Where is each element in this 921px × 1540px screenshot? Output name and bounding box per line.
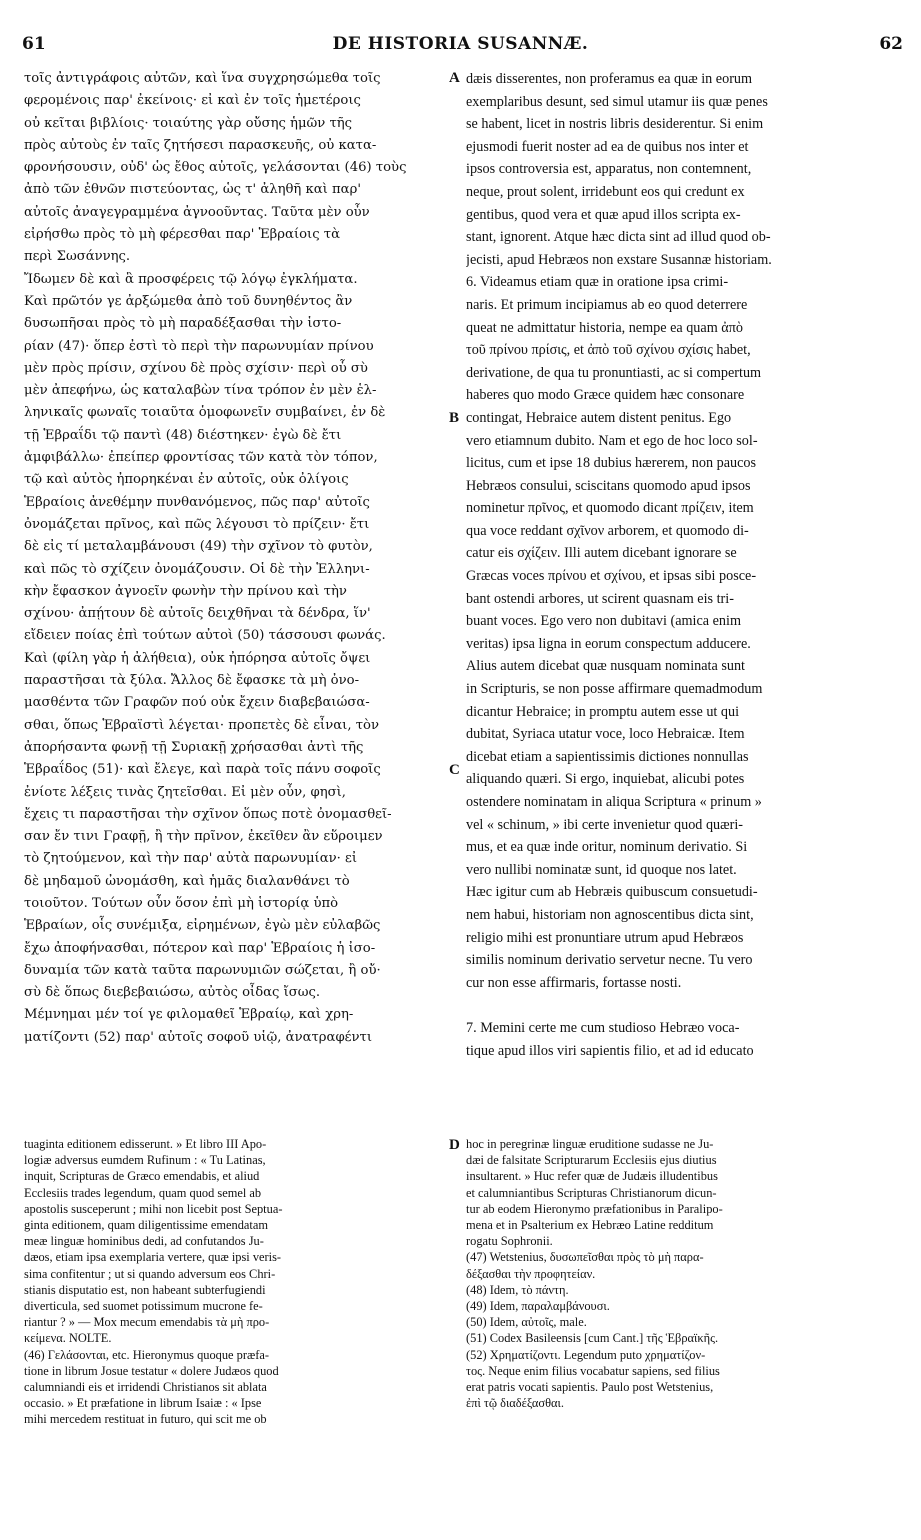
latin-text-line: buant voces. Ego vero non dubitavi (amica enim <box>466 613 742 630</box>
greek-text-line: ἔχεις τι παραστῆσαι τὴν σχῖνον ὅπως ποτὲ ὀνομασθεῖ- <box>24 806 392 822</box>
footnote-line: (50) Idem, αὐτοῖς, male. <box>466 1315 587 1330</box>
latin-text-line <box>466 994 898 1017</box>
greek-text-line: Μέμνημαι μέν τοί γε φιλομαθεῖ Ἑβραίῳ, καὶ χρη- <box>24 1007 354 1023</box>
footnote-line: apostolis susceperunt ; mihi non licebit post Septua- <box>24 1201 283 1216</box>
greek-text-line: μὲν ἀπεφήνω, ὡς καταλαβὼν τίνα τρόπον ἐν μὲν ἑλ- <box>24 383 377 399</box>
greek-text-line: σαν ἔν τινι Γραφῇ, ἢ τὴν πρῖνον, ἐκεῖθεν ἂν εὕροιμεν <box>24 829 383 845</box>
footnote-line: κείμενα. NOLTE. <box>24 1331 112 1346</box>
greek-text-line: Καὶ πρῶτόν γε ἀρξώμεθα ἀπὸ τοῦ δυνηθέντος ἂν <box>24 293 353 309</box>
latin-text-line: ejusmodi fuerit noster ad ea de quibus nos inter et <box>466 138 749 155</box>
latin-text-line: neque, prout solent, irridebunt eos qui credunt ex <box>466 183 745 200</box>
latin-text-line: Hebræos consului, sciscitans quomodo apud ipsos <box>466 477 751 494</box>
latin-text-line: Græcas voces πρίνου et σχίνου, et ipsas sibi posce- <box>466 568 757 585</box>
latin-text-line: τοῦ πρίνου πρίσις, et ἀπὸ τοῦ σχίνου σχίσις habet, <box>466 342 751 359</box>
greek-text-line: δὲ μηδαμοῦ ὠνομάσθη, καὶ ἡμᾶς διαλανθάνει τὸ <box>24 873 350 889</box>
footnote-line: logiæ adversus eumdem Rufinum : « Tu Latinas, <box>24 1153 266 1168</box>
greek-text-line: Ἑβραΐδος (51)· καὶ ἔλεγε, καὶ παρὰ τοῖς πάνυ σοφοῖς <box>24 762 381 778</box>
margin-letter-c: C <box>449 762 460 778</box>
margin-letter-b: B <box>449 410 460 426</box>
footnote-line: tuaginta editionem edisserunt. » Et libro III Apo- <box>24 1137 267 1151</box>
latin-text-line: dicantur Hebraice; in promptu autem esse ut qui <box>466 703 740 720</box>
footnote-line: erat patris vocati sapientis. Paulo post Wetstenius, <box>466 1380 714 1395</box>
footnote-line: sima confitentur ; ut si quando adversum eos Chri- <box>24 1266 276 1281</box>
latin-text-line: se habent, licet in nostris libris desiderentur. Si enim <box>466 116 764 133</box>
latin-text-line: vero nullibi nominatæ sunt, id quoque nos latet. <box>466 861 737 878</box>
greek-text-line: ἐνίοτε λέξεις τινὰς ζητεῖσθαι. Εἰ μὲν οὖν, φησὶ, <box>24 784 346 800</box>
latin-text-line: qua voce reddant σχῖνον arborem, et quomodo di- <box>466 522 749 539</box>
latin-text-line: similis nominum derivatio servetur necne. Tu vero <box>466 952 753 969</box>
greek-text-line: τῇ Ἑβραΐδι τῷ παντὶ (48) διέστηκεν· ἐγὼ δὲ ἔτι <box>24 427 342 443</box>
greek-text-line: τῷ καὶ αὐτὸς ἠπορηκέναι ἐν αὐτοῖς, οὐκ ὀλίγοις <box>24 472 349 488</box>
footnote-line: meæ linguæ hominibus dedi, ad confutandos Ju- <box>24 1234 264 1249</box>
latin-text-line: mus, et ea quæ inde oritur, nominum derivatio. Si <box>466 839 748 856</box>
footnote-line: Ecclesiis trades legendum, quam quod semel ab <box>24 1185 262 1200</box>
greek-text-line: Ἑβραίων, οἷς συνέμιξα, εἰρημένων, ἐγὼ μὲν εὐλαβῶς <box>24 918 381 934</box>
latin-text-line: exemplaribus desunt, sed simul utamur iis quæ penes <box>466 93 768 110</box>
footnote-line: mihi mercedem restituat in futuro, qui scit me ob <box>24 1412 267 1427</box>
latin-text-line: dæis disserentes, non proferamus ea quæ in eorum <box>466 71 753 87</box>
footnote-line: (46) Γελάσονται, etc. Hieronymus quoque præfa- <box>24 1347 269 1362</box>
latin-text-line: haberes quo modo Græce quidem hæc consonare <box>466 387 745 404</box>
latin-text-line: jecisti, apud Hebræos non exstare Susannæ historiam. <box>466 251 772 268</box>
greek-text-line: ρίαν (47)· ὅπερ ἐστὶ τὸ περὶ τὴν παρωνυμίαν πρίνου <box>24 338 374 354</box>
greek-text-line: Καὶ (φίλη γὰρ ἡ ἀλήθεια), οὐκ ἠπόρησα αὐτοῖς ὄψει <box>24 650 371 666</box>
latin-text-line: cur non esse affirmaris, fortasse nosti. <box>466 974 682 991</box>
footnote-line: (49) Idem, παραλαμβάνουσι. <box>466 1299 610 1314</box>
footnote-line: inquit, Scripturas de Græco emendabis, et aliud <box>24 1169 260 1184</box>
footnote-line: rogatu Sophronii. <box>466 1234 553 1249</box>
footnote-line: (48) Idem, τὸ πάντη. <box>466 1282 569 1297</box>
running-header <box>0 6 921 54</box>
latin-text-line: bant ostendi arbores, ut scirent quasnam eis tri- <box>466 590 734 607</box>
footnote-line: occasio. » Et præfatione in librum Isaiæ : « Ipse <box>24 1396 262 1411</box>
footnote-line: (52) Χρηματίζοντι. Legendum puto χρηματίζον- <box>466 1347 706 1362</box>
greek-text-line: εἴδειεν ποίας ἐπὶ τούτων αὐτοὶ (50) τάσσουσι φωνάς. <box>24 628 386 644</box>
latin-text-line: derivatione, de qua tu pronuntiasti, ac si compertum <box>466 364 762 381</box>
latin-text-line: contingat, Hebraice autem distent penitus. Ego <box>466 409 732 426</box>
greek-text-line: ἀπορήσαντα φωνῇ τῇ Συριακῇ χρήσασθαι ἀντὶ τῆς <box>24 739 364 755</box>
footnotes-left-column <box>24 1136 446 1428</box>
latin-text-line: 7. Memini certe me cum studioso Hebræo voca- <box>466 1019 740 1036</box>
footnote-line: riantur ? » — Mox mecum emendabis τὰ μὴ προ- <box>24 1315 270 1330</box>
latin-text-line: ostendere nominatam in aliqua Scriptura « prinum » <box>466 794 762 810</box>
page-number-left: 61 <box>22 34 46 54</box>
latin-text-line: naris. Et primum incipiamus ab eo quod deterrere <box>466 296 748 313</box>
greek-text-line: μὲν πρὸς πρίσιν, σχίνου δὲ πρὸς σχίσιν· περὶ οὗ σὺ <box>24 360 368 376</box>
latin-text-column <box>466 68 898 1062</box>
footnote-line: τος. Neque enim filius vocabatur sapiens, sed filius <box>466 1363 720 1378</box>
footnote-line: hoc in peregrinæ linguæ eruditione sudasse ne Ju- <box>466 1137 714 1151</box>
latin-text-line: aliquando quæri. Si ergo, inquiebat, alicubi potes <box>466 771 745 788</box>
footnote-line: tione in librum Josue testatur « dolere Judæos quod <box>24 1363 279 1378</box>
greek-text-line: σὺ δὲ ὅπως διεβεβαιώσω, αὐτὸς οἶδας ἴσως. <box>24 985 321 1001</box>
latin-text-line: catur eis σχίζειν. Illi autem dicebant ignorare se <box>466 545 737 562</box>
footnote-line: mena et in Psalterium ex Hebræo Latine redditum <box>466 1218 714 1233</box>
latin-text-line: Alius autem dicebat quæ nusquam nominata sunt <box>466 658 745 675</box>
greek-text-line: δυσωπῆσαι πρὸς τὸ μὴ παραδέξασθαι τὴν ἱστο- <box>24 316 342 332</box>
greek-text-line: ὀνομάζεται πρῖνος, καὶ πῶς λέγουσι τὸ πρίζειν· ἔτι <box>24 516 370 532</box>
footnote-line: (51) Codex Basileensis [cum Cant.] τῆς Ἑβραϊκῆς. <box>466 1331 719 1346</box>
greek-text-line: περὶ Σωσάννης. <box>24 249 131 265</box>
greek-text-line: καὶ πῶς τὸ σχίζειν ὀνομάζουσιν. Οἱ δὲ τὴν Ἑλληνι- <box>24 561 370 577</box>
greek-text-line: φρονήσουσιν, οὐδ' ὡς ἔθος αὐτοῖς, γελάσονται (46) τοὺς <box>24 160 407 176</box>
latin-text-line: stant, ignorent. Atque hæc dicta sint ad illud quod ob- <box>466 229 771 246</box>
footnote-line: (47) Wetstenius, δυσωπεῖσθαι πρὸς τὸ μὴ παρα- <box>466 1250 704 1265</box>
greek-text-line: οὐ κεῖται βιβλίοις· τοιαύτης γὰρ οὔσης ἡμῶν τῆς <box>24 115 353 131</box>
greek-text-line: ληνικαῖς φωναῖς τοιαῦτα ὁμοφωνεῖν συμβαίνει, ἐν δὲ <box>24 405 386 421</box>
greek-text-line: δὲ εἰς τί μεταλαμβάνουσι (49) τὴν σχῖνον τὸ φυτὸν, <box>24 539 373 555</box>
footnote-line: insultarent. » Huc refer quæ de Judæis illudentibus <box>466 1169 718 1184</box>
latin-text-line: nominetur πρῖνος, et quomodo dicant πρίζειν, item <box>466 500 754 517</box>
running-title: DE HISTORIA SUSANNÆ. <box>332 34 589 54</box>
footnote-line: calumniandi eis et irridendi Christianos sit ablata <box>24 1380 267 1395</box>
latin-text-line: 6. Videamus etiam quæ in oratione ipsa crimi- <box>466 274 729 291</box>
margin-letter-a: A <box>449 70 460 86</box>
latin-text-line: queat ne admittatur historia, nempe ea quam ἀπὸ <box>466 319 743 336</box>
greek-text-line: παραστῆσαι τὰ ξύλα. Ἄλλος δὲ ἔφασκε τὰ μὴ ὀνο- <box>24 673 360 689</box>
page-number-right: 62 <box>879 34 903 54</box>
footnote-line: δέξασθαι τὴν προφητείαν. <box>466 1266 596 1281</box>
latin-text-line: in Scripturis, se non posse affirmare quemadmodum <box>466 681 763 698</box>
greek-text-line: εἰρήσθω πρὸς τὸ μὴ φέρεσθαι παρ' Ἑβραίοις τὰ <box>24 227 341 243</box>
latin-text-line: vero etiamnum dubito. Nam et ego de hoc loco sol- <box>466 432 758 449</box>
greek-text-line: δυναμία τῶν κατὰ ταῦτα παρωνυμιῶν σώζεται, ἢ οὔ· <box>24 962 381 978</box>
greek-text-line: τὸ ζητούμενον, καὶ τὴν παρ' αὐτὰ παρωνυμίαν· εἰ <box>24 851 358 867</box>
greek-text-line: Ἴδωμεν δὲ καὶ ἃ προσφέρεις τῷ λόγῳ ἐγκλήματα. <box>24 271 358 287</box>
footnote-line: tur ab eodem Hieronymo præfationibus in Paralipo- <box>466 1201 723 1216</box>
margin-letter-d: D <box>449 1137 460 1153</box>
greek-text-column <box>24 68 444 1049</box>
greek-text-line: φερομένοις παρ' ἐκείνοις· εἰ καὶ ἐν τοῖς ἡμετέροις <box>24 93 361 109</box>
greek-text-line: ἀπὸ τῶν ἐθνῶν πιστεύοντας, ὡς τ' ἀληθῆ καὶ παρ' <box>24 182 361 198</box>
greek-text-line: αὐτοῖς ἀναγεγραμμένα ἀγνοοῦντας. Ταῦτα μὲν οὖν <box>24 204 370 220</box>
footnote-line: dæi de falsitate Scripturarum Ecclesiis ejus diutius <box>466 1153 717 1168</box>
greek-text-line: σχίνου· ἀπῄτουν δὲ αὐτοῖς δειχθῆναι τὰ δένδρα, ἵν' <box>24 606 371 622</box>
latin-text-line: religio mihi est pronuntiare utrum apud Hebræos <box>466 929 744 946</box>
latin-text-line: dicebat etiam a sapientissimis dictiones nonnullas <box>466 748 749 765</box>
greek-text-line: κὴν ἔφασκον ἀγνοεῖν φωνὴν τὴν πρίνου καὶ τὴν <box>24 583 347 599</box>
greek-text-line: ἔχω ἀποφήνασθαι, πότερον καὶ παρ' Ἑβραίοις ἡ ἰσο- <box>24 940 376 956</box>
footnote-line: diverticula, sed suomet potissimum mucrone fe- <box>24 1299 263 1314</box>
latin-text-line: tique apud illos viri sapientis filio, et ad id educato <box>466 1042 754 1059</box>
footnote-line: ginta editionem, quam diligentissime emendatam <box>24 1218 268 1233</box>
latin-text-line: dubitat, Syriaca utatur voce, loco Hebraicæ. Item <box>466 726 745 743</box>
greek-text-line: τοιοῦτον. Τούτων οὖν ὅσον ἐπὶ μὴ ἱστορίᾳ ὑπὸ <box>24 895 339 911</box>
footnote-line: dæos, etiam ipsa exemplaria vertere, quæ ipsi veris- <box>24 1250 282 1265</box>
latin-text-line: veritas) ipsa ligna in eorum conspectum adducere. <box>466 635 751 652</box>
greek-text-line: ἀμφιβάλλω· ἐπείπερ φροντίσας τῶν κατὰ τὸν τόπον, <box>24 450 378 466</box>
latin-text-line: Hæc igitur cum ab Hebræis quibuscum consuetudi- <box>466 884 758 901</box>
latin-text-line: licitus, cum et ipse 18 dubius hærerem, non paucos <box>466 455 757 472</box>
footnote-line: ἐπὶ τῷ διαδέξασθαι. <box>466 1396 564 1411</box>
greek-text-line: Ἑβραίοις ἀνεθέμην πυνθανόμενος, πῶς παρ' αὐτοῖς <box>24 494 370 510</box>
latin-text-line: nem habui, historiam non agnoscentibus dicta sint, <box>466 906 754 923</box>
footnote-line: stianis disputatio est, non habeant subterfugiendi <box>24 1282 266 1297</box>
latin-text-line: gentibus, quod vera et quæ apud illos scripta ex- <box>466 206 741 223</box>
footnote-line: et calumniantibus Scripturas Christianorum dicun- <box>466 1185 717 1200</box>
greek-text-line: σθαι, ὅπως Ἑβραϊστὶ λέγεται· προπετὲς δὲ εἶναι, τὸν <box>24 717 379 733</box>
greek-text-line: τοῖς ἀντιγράφοις αὐτῶν, καὶ ἵνα συγχρησώμεθα τοῖς <box>24 71 381 86</box>
footnotes-right-column <box>466 1136 898 1411</box>
latin-text-line: ipsos controversia est, apparatus, non contemnent, <box>466 161 752 178</box>
greek-text-line: πρὸς αὐτοὺς ἐν ταῖς ζητήσεσι παρασκευῆς, οὐ κατα- <box>24 137 377 153</box>
greek-text-line: μασθέντα τῶν Γραφῶν πού οὐκ ἔχειν διαβεβαιώσα- <box>24 695 370 711</box>
greek-text-line: ματίζοντι (52) παρ' αὐτοῖς σοφοῦ υἱῷ, ἀνατραφέντι <box>24 1029 372 1045</box>
latin-text-line: vel « schinum, » ibi certe invenietur quod quæri- <box>466 816 743 833</box>
